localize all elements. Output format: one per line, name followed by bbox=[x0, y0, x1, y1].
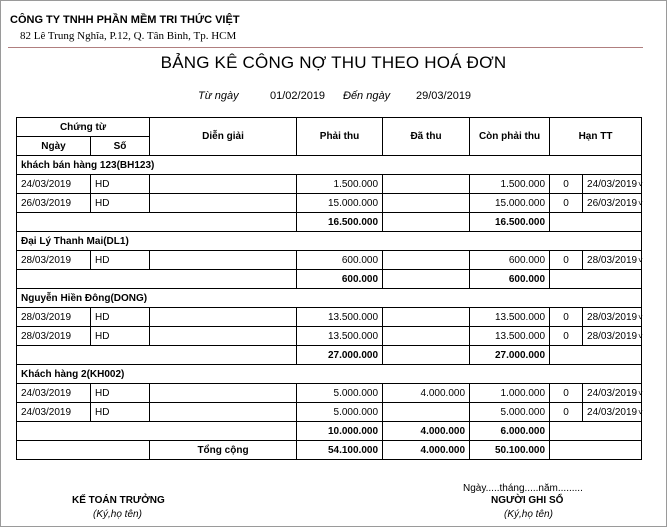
subtotal-spacer bbox=[17, 213, 297, 232]
receivable-amount: 5.000.000 bbox=[297, 403, 383, 422]
description bbox=[150, 308, 297, 327]
overdue-days: 0 bbox=[550, 384, 583, 403]
receivable-amount: 13.500.000 bbox=[297, 327, 383, 346]
invoice-no: HD bbox=[91, 327, 150, 346]
table-row bbox=[17, 327, 642, 346]
subtotal-spacer bbox=[17, 346, 297, 365]
subtotal-due-spacer bbox=[550, 422, 642, 441]
invoice-no: HD bbox=[91, 308, 150, 327]
col-desc-header: Diễn giải bbox=[150, 118, 297, 156]
due-date-cell bbox=[583, 308, 642, 327]
from-date-value: 01/02/2019 bbox=[270, 90, 326, 102]
table-row bbox=[17, 308, 642, 327]
company-name: CÔNG TY TNHH PHẦN MỀM TRI THỨC VIỆT bbox=[10, 14, 240, 26]
header-row-1 bbox=[17, 118, 642, 137]
subtotal-remaining: 600.000 bbox=[470, 270, 550, 289]
group-row bbox=[17, 156, 642, 175]
receivable-amount: 15.000.000 bbox=[297, 194, 383, 213]
col-no-header: Số bbox=[91, 137, 150, 156]
subtotal-remaining: 6.000.000 bbox=[470, 422, 550, 441]
dropdown-arrow-icon: ˅ bbox=[638, 198, 643, 208]
dropdown-arrow-icon: ˅ bbox=[638, 179, 643, 189]
col-collected-header: Đã thu bbox=[383, 118, 470, 156]
invoice-no: HD bbox=[91, 403, 150, 422]
subtotal-receivable: 27.000.000 bbox=[297, 346, 383, 365]
group-row bbox=[17, 232, 642, 251]
invoice-date: 24/03/2019 bbox=[17, 384, 91, 403]
table-row bbox=[17, 175, 642, 194]
table-row bbox=[17, 194, 642, 213]
due-date-cell bbox=[583, 327, 642, 346]
col-date-header: Ngày bbox=[17, 137, 91, 156]
grand-total-receivable: 54.100.000 bbox=[297, 441, 383, 460]
grand-total-collected: 4.000.000 bbox=[383, 441, 470, 460]
description bbox=[150, 194, 297, 213]
customer-name: khách bán hàng 123(BH123) bbox=[17, 156, 642, 175]
dropdown-arrow-icon: ˅ bbox=[638, 407, 643, 417]
subtotal-row bbox=[17, 270, 642, 289]
subtotal-due-spacer bbox=[550, 270, 642, 289]
subtotal-row bbox=[17, 346, 642, 365]
grand-total-spacer bbox=[17, 441, 150, 460]
dropdown-arrow-icon: ˅ bbox=[638, 388, 643, 398]
sign-date-line: Ngày.....tháng.....năm......... bbox=[463, 483, 583, 494]
col-voucher-header: Chứng từ bbox=[17, 118, 150, 137]
overdue-days: 0 bbox=[550, 403, 583, 422]
invoice-date: 24/03/2019 bbox=[17, 175, 91, 194]
description bbox=[150, 403, 297, 422]
grand-total-due-spacer bbox=[550, 441, 642, 460]
table-row bbox=[17, 403, 642, 422]
due-date-cell bbox=[583, 175, 642, 194]
remaining-amount: 1.500.000 bbox=[470, 175, 550, 194]
invoice-date: 24/03/2019 bbox=[17, 403, 91, 422]
invoice-no: HD bbox=[91, 175, 150, 194]
table-row bbox=[17, 251, 642, 270]
from-date-label: Từ ngày bbox=[198, 90, 239, 102]
group-row bbox=[17, 289, 642, 308]
collected-amount: 4.000.000 bbox=[383, 384, 470, 403]
subtotal-due-spacer bbox=[550, 346, 642, 365]
subtotal-row bbox=[17, 422, 642, 441]
overdue-days: 0 bbox=[550, 175, 583, 194]
collected-amount bbox=[383, 327, 470, 346]
customer-name: Khách hàng 2(KH002) bbox=[17, 365, 642, 384]
collected-amount bbox=[383, 403, 470, 422]
subtotal-due-spacer bbox=[550, 213, 642, 232]
description bbox=[150, 384, 297, 403]
receivable-amount: 600.000 bbox=[297, 251, 383, 270]
due-date: 24/03/2019 bbox=[587, 387, 638, 399]
subtotal-receivable: 16.500.000 bbox=[297, 213, 383, 232]
col-receivable-header: Phải thu bbox=[297, 118, 383, 156]
subtotal-row bbox=[17, 213, 642, 232]
due-date: 24/03/2019 bbox=[587, 406, 638, 418]
dropdown-arrow-icon: ˅ bbox=[638, 255, 643, 265]
subtotal-collected: 4.000.000 bbox=[383, 422, 470, 441]
due-date: 26/03/2019 bbox=[587, 197, 638, 209]
remaining-amount: 1.000.000 bbox=[470, 384, 550, 403]
subtotal-remaining: 27.000.000 bbox=[470, 346, 550, 365]
customer-name: Đại Lý Thanh Mai(DL1) bbox=[17, 232, 642, 251]
header-divider bbox=[8, 47, 643, 48]
remaining-amount: 13.500.000 bbox=[470, 308, 550, 327]
overdue-days: 0 bbox=[550, 251, 583, 270]
due-date: 28/03/2019 bbox=[587, 330, 638, 342]
invoice-no: HD bbox=[91, 384, 150, 403]
invoice-date: 28/03/2019 bbox=[17, 251, 91, 270]
remaining-amount: 15.000.000 bbox=[470, 194, 550, 213]
grand-total-row bbox=[17, 441, 642, 460]
due-date-cell bbox=[583, 403, 642, 422]
grand-total-label: Tổng cộng bbox=[150, 441, 297, 460]
invoice-date: 26/03/2019 bbox=[17, 194, 91, 213]
due-date-cell bbox=[583, 384, 642, 403]
collected-amount bbox=[383, 251, 470, 270]
remaining-amount: 600.000 bbox=[470, 251, 550, 270]
invoice-date: 28/03/2019 bbox=[17, 327, 91, 346]
overdue-days: 0 bbox=[550, 194, 583, 213]
collected-amount bbox=[383, 175, 470, 194]
bookkeeper-title: NGƯỜI GHI SỔ bbox=[491, 495, 564, 506]
receivable-amount: 5.000.000 bbox=[297, 384, 383, 403]
receivable-amount: 13.500.000 bbox=[297, 308, 383, 327]
subtotal-remaining: 16.500.000 bbox=[470, 213, 550, 232]
to-date-value: 29/03/2019 bbox=[416, 90, 472, 102]
grand-total-remaining: 50.100.000 bbox=[470, 441, 550, 460]
due-date: 28/03/2019 bbox=[587, 254, 638, 266]
invoice-no: HD bbox=[91, 251, 150, 270]
table-row bbox=[17, 384, 642, 403]
remaining-amount: 13.500.000 bbox=[470, 327, 550, 346]
subtotal-spacer bbox=[17, 422, 297, 441]
invoice-no: HD bbox=[91, 194, 150, 213]
overdue-days: 0 bbox=[550, 327, 583, 346]
due-date: 24/03/2019 bbox=[587, 178, 638, 190]
collected-amount bbox=[383, 308, 470, 327]
to-date-label: Đến ngày bbox=[343, 90, 391, 102]
description bbox=[150, 327, 297, 346]
description bbox=[150, 175, 297, 194]
chief-accountant-sign: (Ký,họ tên) bbox=[93, 509, 142, 520]
due-date: 28/03/2019 bbox=[587, 311, 638, 323]
debt-table bbox=[16, 117, 642, 460]
subtotal-receivable: 10.000.000 bbox=[297, 422, 383, 441]
group-row bbox=[17, 365, 642, 384]
dropdown-arrow-icon: ˅ bbox=[638, 312, 643, 322]
invoice-date: 28/03/2019 bbox=[17, 308, 91, 327]
company-address: 82 Lê Trung Nghĩa, P.12, Q. Tân Bình, Tp. HCM bbox=[20, 30, 237, 42]
subtotal-collected bbox=[383, 270, 470, 289]
table-body bbox=[17, 118, 642, 460]
overdue-days: 0 bbox=[550, 308, 583, 327]
collected-amount bbox=[383, 194, 470, 213]
report-title: BẢNG KÊ CÔNG NỢ THU THEO HOÁ ĐƠN bbox=[160, 53, 507, 72]
subtotal-receivable: 600.000 bbox=[297, 270, 383, 289]
subtotal-collected bbox=[383, 213, 470, 232]
bookkeeper-sign: (Ký,họ tên) bbox=[504, 509, 553, 520]
due-date-cell bbox=[583, 251, 642, 270]
receivable-amount: 1.500.000 bbox=[297, 175, 383, 194]
customer-name: Nguyễn Hiền Đông(DONG) bbox=[17, 289, 642, 308]
due-date-cell bbox=[583, 194, 642, 213]
description bbox=[150, 251, 297, 270]
subtotal-collected bbox=[383, 346, 470, 365]
col-due-header: Hạn TT bbox=[550, 118, 642, 156]
dropdown-arrow-icon: ˅ bbox=[638, 331, 643, 341]
remaining-amount: 5.000.000 bbox=[470, 403, 550, 422]
chief-accountant-title: KẾ TOÁN TRƯỞNG bbox=[72, 495, 165, 506]
col-remaining-header: Còn phải thu bbox=[470, 118, 550, 156]
subtotal-spacer bbox=[17, 270, 297, 289]
